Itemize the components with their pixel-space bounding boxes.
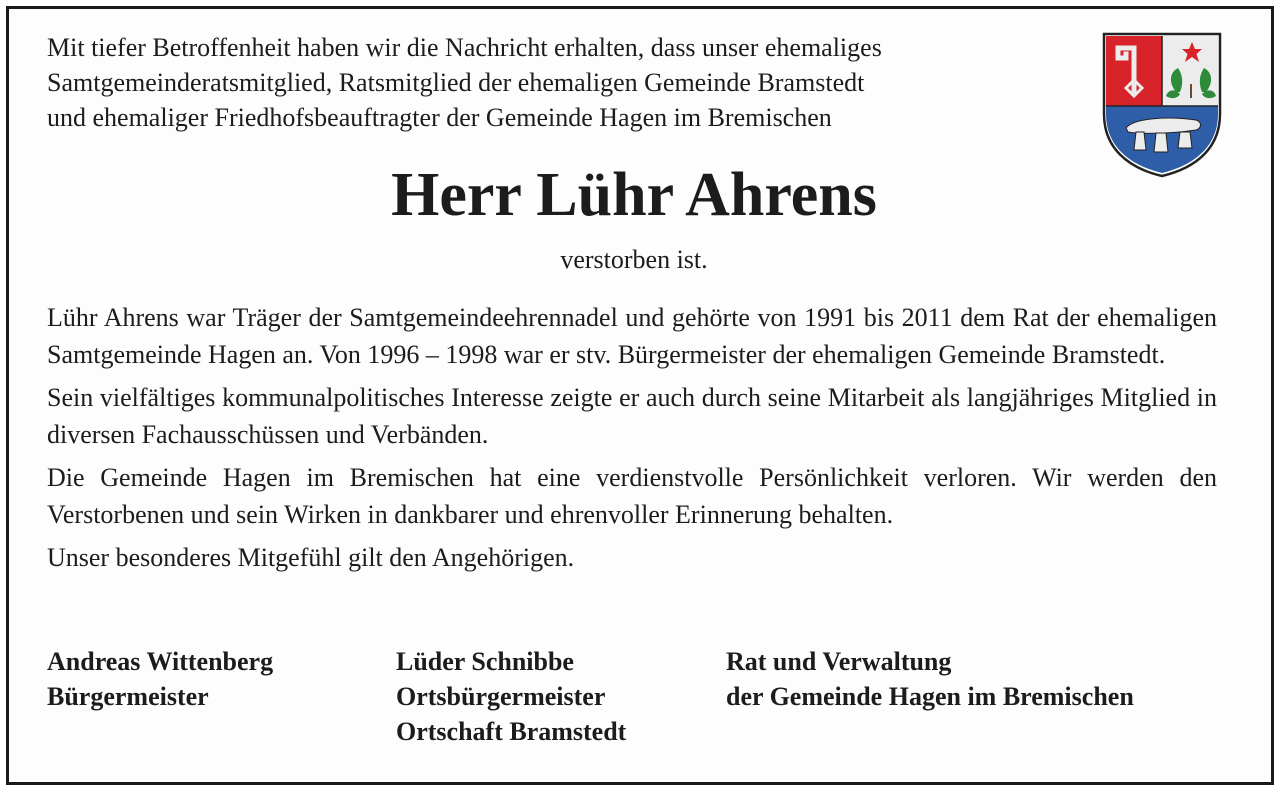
intro-line: Mit tiefer Betroffenheit haben wir die Nachricht erhalten, dass unser ehemaliges <box>47 33 882 62</box>
signature-title: Ortsbürgermeister <box>396 682 606 711</box>
intro-line: und ehemaliger Friedhofsbeauftragter der Gemeinde Hagen im Bremischen <box>47 103 832 132</box>
body-paragraph: Lühr Ahrens war Träger der Samtgemeindeehrennadel und gehörte von 1991 bis 2011 dem Rat der ehemaligen Samtgemeinde Hagen an. Von 1996 – 1998 war er stv. Bürgermeister der ehemaligen Gemeinde Bramstedt. <box>47 303 1217 369</box>
deceased-subtitle: verstorben ist. <box>560 245 708 274</box>
deceased-name: Herr Lühr Ahrens <box>391 161 877 229</box>
signature-name: Lüder Schnibbe <box>396 647 574 676</box>
obituary-body <box>47 300 1217 584</box>
signature-title: der Gemeinde Hagen im Bremischen <box>726 682 1134 711</box>
signature-name: Rat und Verwaltung <box>726 647 952 676</box>
signature-local-mayor <box>396 644 626 749</box>
body-paragraph: Sein vielfältiges kommunalpolitisches Interesse zeigte er auch durch seine Mitarbeit als langjähriges Mitglied in diversen Fachausschüssen und Verbänden. <box>47 383 1217 449</box>
body-paragraph: Unser besonderes Mitgefühl gilt den Angehörigen. <box>47 543 575 572</box>
body-paragraph: Die Gemeinde Hagen im Bremischen hat eine verdienstvolle Persönlichkeit verloren. Wir werden den Verstorbenen und sein Wirken in dankbarer und ehrenvoller Erinnerung behalten. <box>47 463 1217 529</box>
signature-mayor <box>47 644 273 714</box>
signature-title: Bürgermeister <box>47 682 209 711</box>
signature-council <box>726 644 1134 714</box>
intro-line: Samtgemeinderatsmitglied, Ratsmitglied der ehemaligen Gemeinde Bramstedt <box>47 68 865 97</box>
intro-text <box>47 30 1077 135</box>
signature-subtitle: Ortschaft Bramstedt <box>396 717 627 746</box>
dolmen-icon <box>1126 118 1201 152</box>
signature-name: Andreas Wittenberg <box>47 647 274 676</box>
